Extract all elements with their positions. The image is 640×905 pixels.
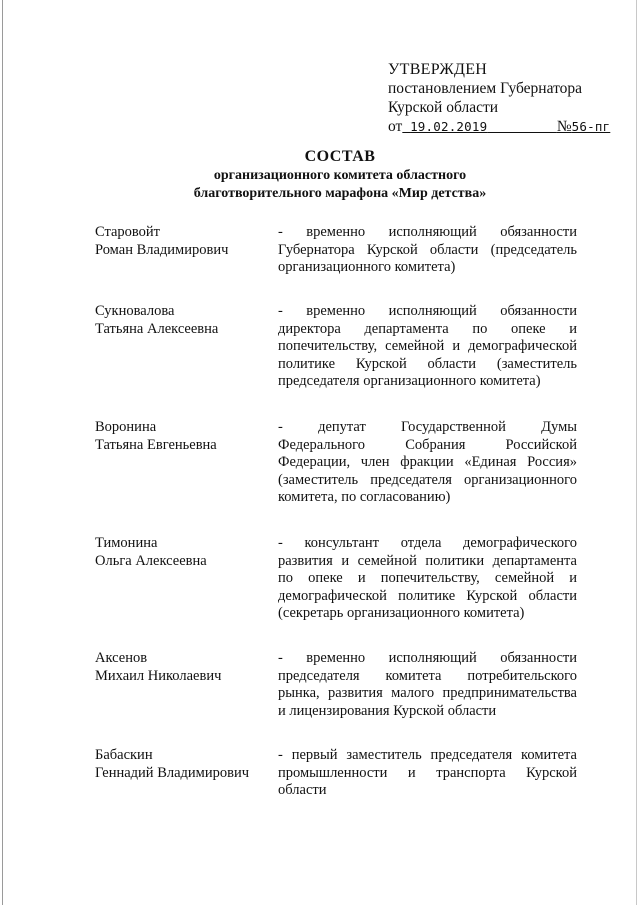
member-name <box>95 303 275 338</box>
member-role <box>278 535 577 623</box>
member-name <box>95 650 275 685</box>
role-line: рынка, развития малого предпринимательства <box>278 685 577 701</box>
title-line-1: организационного комитета областного <box>213 168 467 183</box>
role-line: промышленности и транспорта Курской <box>278 764 577 781</box>
role-line: политике Курской области (заместитель <box>278 355 577 372</box>
page-edge-left <box>2 0 3 905</box>
role-line: попечительству, семейной и демографической <box>278 338 577 354</box>
member-name <box>95 535 275 570</box>
role-line: развития и семейной политики департамента <box>278 552 577 569</box>
role-line: председателя комитета потребительского <box>278 667 577 684</box>
role-line: по опеке и попечительству, семейной и <box>278 570 577 586</box>
title-line-2: благотворительного марафона «Мир детства» <box>193 186 487 201</box>
date-prefix: от <box>388 118 403 135</box>
role-line: области <box>278 782 327 798</box>
member-role <box>278 224 577 277</box>
member-given-name: Михаил Николаевич <box>95 667 222 684</box>
member-given-name: Ольга Алексеевна <box>95 552 207 569</box>
member-given-name: Татьяна Алексеевна <box>95 320 219 337</box>
role-line: председателя организационного комитета) <box>278 373 541 389</box>
role-line: директора департамента по опеке и <box>278 320 577 337</box>
role-line: - временно исполняющий обязанности <box>278 224 577 240</box>
member-name <box>95 224 275 259</box>
number-prefix: № <box>556 118 572 135</box>
role-line: Федерации, член фракции «Единая Россия» <box>278 454 577 470</box>
role-line: комитета, по согласованию) <box>278 489 451 505</box>
approval-stamp <box>388 60 618 136</box>
member-given-name: Татьяна Евгеньевна <box>95 436 217 453</box>
approval-heading: УТВЕРЖДЕН <box>388 61 488 78</box>
approval-number: 56-пг <box>571 119 611 134</box>
role-line: - временно исполняющий обязанности <box>278 650 577 666</box>
approval-date: 19.02.2019 <box>410 119 488 134</box>
member-surname: Воронина <box>95 419 157 435</box>
role-line: - первый заместитель председателя комитета <box>278 747 577 763</box>
role-line: демографической политике Курской области <box>278 587 577 604</box>
member-role <box>278 747 577 800</box>
role-line: (заместитель председателя организационного <box>278 471 577 488</box>
member-name <box>95 747 275 782</box>
member-role <box>278 303 577 391</box>
role-line: и лицензирования Курской области <box>278 702 497 719</box>
role-line: (секретарь организационного комитета) <box>278 605 525 621</box>
role-line: - депутат Государственной Думы <box>278 419 577 435</box>
approval-date-line <box>388 117 618 136</box>
member-given-name: Роман Владимирович <box>95 241 229 258</box>
role-line: Губернатора Курской области (председатель <box>278 241 577 258</box>
member-name <box>95 419 275 454</box>
role-line: Федерального Собрания Российской <box>278 436 577 453</box>
page-edge-right <box>636 0 637 905</box>
member-role <box>278 419 577 507</box>
document-title <box>60 147 620 203</box>
member-surname: Сукновалова <box>95 303 175 319</box>
member-surname: Бабаскин <box>95 747 153 763</box>
member-given-name: Геннадий Владимирович <box>95 764 250 781</box>
member-surname: Тимонина <box>95 535 158 551</box>
title-main: СОСТАВ <box>304 148 376 165</box>
role-line: - временно исполняющий обязанности <box>278 303 577 319</box>
member-role <box>278 650 577 720</box>
role-line: - консультант отдела демографического <box>278 535 577 551</box>
approval-line-1: постановлением Губернатора <box>388 80 583 97</box>
member-surname: Аксенов <box>95 650 148 666</box>
approval-line-2: Курской области <box>388 99 499 116</box>
member-surname: Старовойт <box>95 224 161 240</box>
role-line: организационного комитета) <box>278 259 456 275</box>
